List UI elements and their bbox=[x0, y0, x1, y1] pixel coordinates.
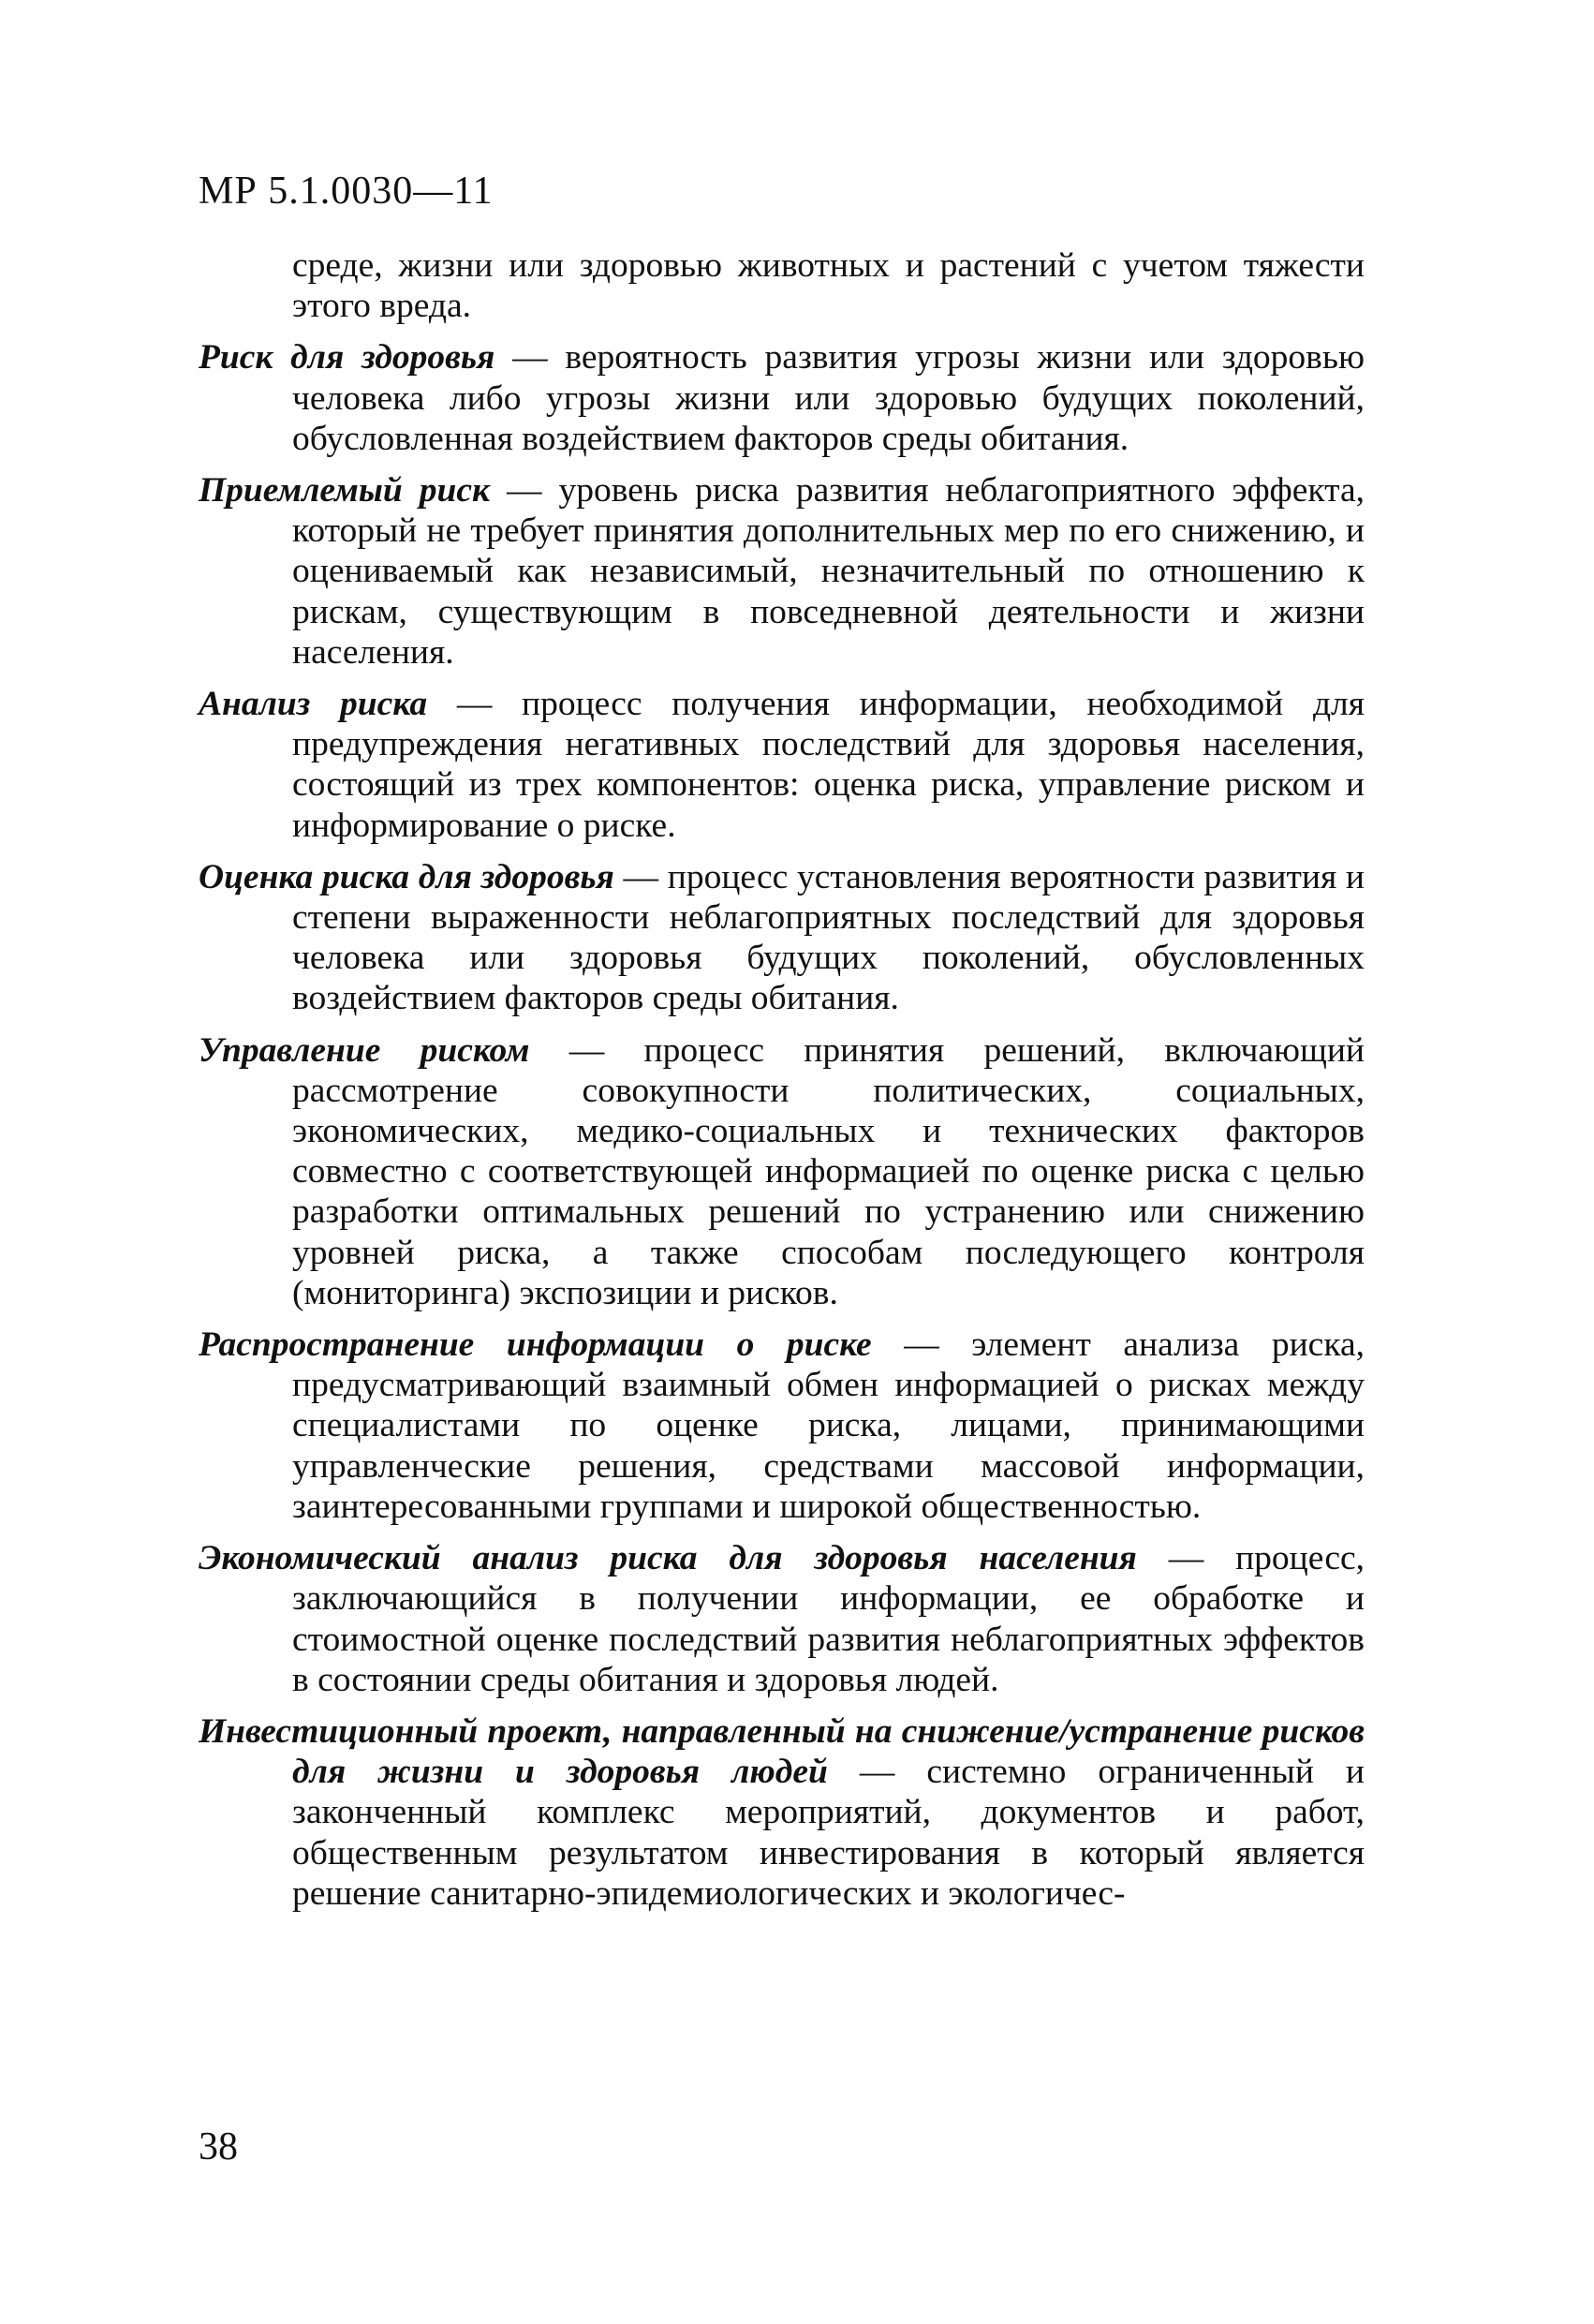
definition-entry bbox=[199, 1711, 1365, 1914]
page-number: 38 bbox=[199, 2125, 238, 2169]
document-body bbox=[199, 245, 1365, 1925]
definition-entry bbox=[199, 470, 1365, 673]
term: Управление риском bbox=[199, 1030, 530, 1070]
term: Анализ риска bbox=[199, 685, 428, 724]
definition-text: — процесс, заключающийся в получении информации, ее обработке и стоимостной оценке последствий развития неблагоприятных эффектов в состоянии среды обитания и здоровья людей. bbox=[292, 1539, 1365, 1699]
term: Приемлемый риск bbox=[199, 471, 490, 511]
definition-text: — процесс получения информации, необходимой для предупреждения негативных последствий для здоровья населения, состоящий из трех компонентов: оценка риска, управление риском и информирование о риске. bbox=[292, 685, 1365, 845]
definition-entry bbox=[199, 1325, 1365, 1527]
term: Оценка риска для здоровья bbox=[199, 857, 614, 896]
document-code-header: МР 5.1.0030—11 bbox=[199, 170, 494, 213]
definition-text: — процесс установления вероятности развития и степени выраженности неблагоприятных последствий для здоровья человека или здоровья будущих поколений, обусловленных воздействием факторов среды обитания. bbox=[292, 857, 1365, 1018]
definition-entry bbox=[199, 684, 1365, 846]
definition-text: — процесс принятия решений, включающий рассмотрение совокупности политических, социальных, экономических, медико-социальных и технических факторов совместно с соответствующей информацией по оценке риска с целью разработки оптимальных решений по устранению или снижению уровней риска, а также способам последующего контроля (мониторинга) экспозиции и рисков. bbox=[292, 1030, 1365, 1312]
definition-text: — уровень риска развития неблагоприятного эффекта, который не требует принятия дополнительных мер по его снижению, и оцениваемый как независимый, незначительный по отношению к рискам, существующим в повседневной деятельности и жизни населения. bbox=[292, 471, 1365, 672]
term: Экономический анализ риска для здоровья населения bbox=[199, 1539, 1137, 1578]
term: Риск для здоровья bbox=[199, 338, 495, 377]
definition-entry bbox=[199, 337, 1365, 459]
definition-entry bbox=[199, 857, 1365, 1019]
continuation-paragraph: среде, жизни или здоровью животных и растений с учетом тяжести этого вреда. bbox=[292, 246, 1365, 326]
definition-text: — системно ограниченный и законченный комплекс мероприятий, документов и работ, общественным результатом инвестирования в который является решение санитарно-эпидемиологических и экологичес- bbox=[292, 1753, 1365, 1913]
term: Распространение информации о риске bbox=[199, 1325, 872, 1365]
definition-text: — элемент анализа риска, предусматривающий взаимный обмен информацией о рисках между специалистами по оценке риска, лицами, принимающими управленческие решения, средствами массовой информации, заинтересованными группами и широкой общественностью. bbox=[292, 1325, 1365, 1526]
definition-entry bbox=[199, 1538, 1365, 1700]
definition-entry bbox=[199, 1030, 1365, 1313]
term: Инвестиционный проект, направленный на снижение/устранение рисков для жизни и здоровья людей bbox=[199, 1711, 1365, 1792]
definition-text: — вероятность развития угрозы жизни или здоровью человека либо угрозы жизни или здоровью будущих поколений, обусловленная воздействием факторов среды обитания. bbox=[292, 338, 1365, 458]
